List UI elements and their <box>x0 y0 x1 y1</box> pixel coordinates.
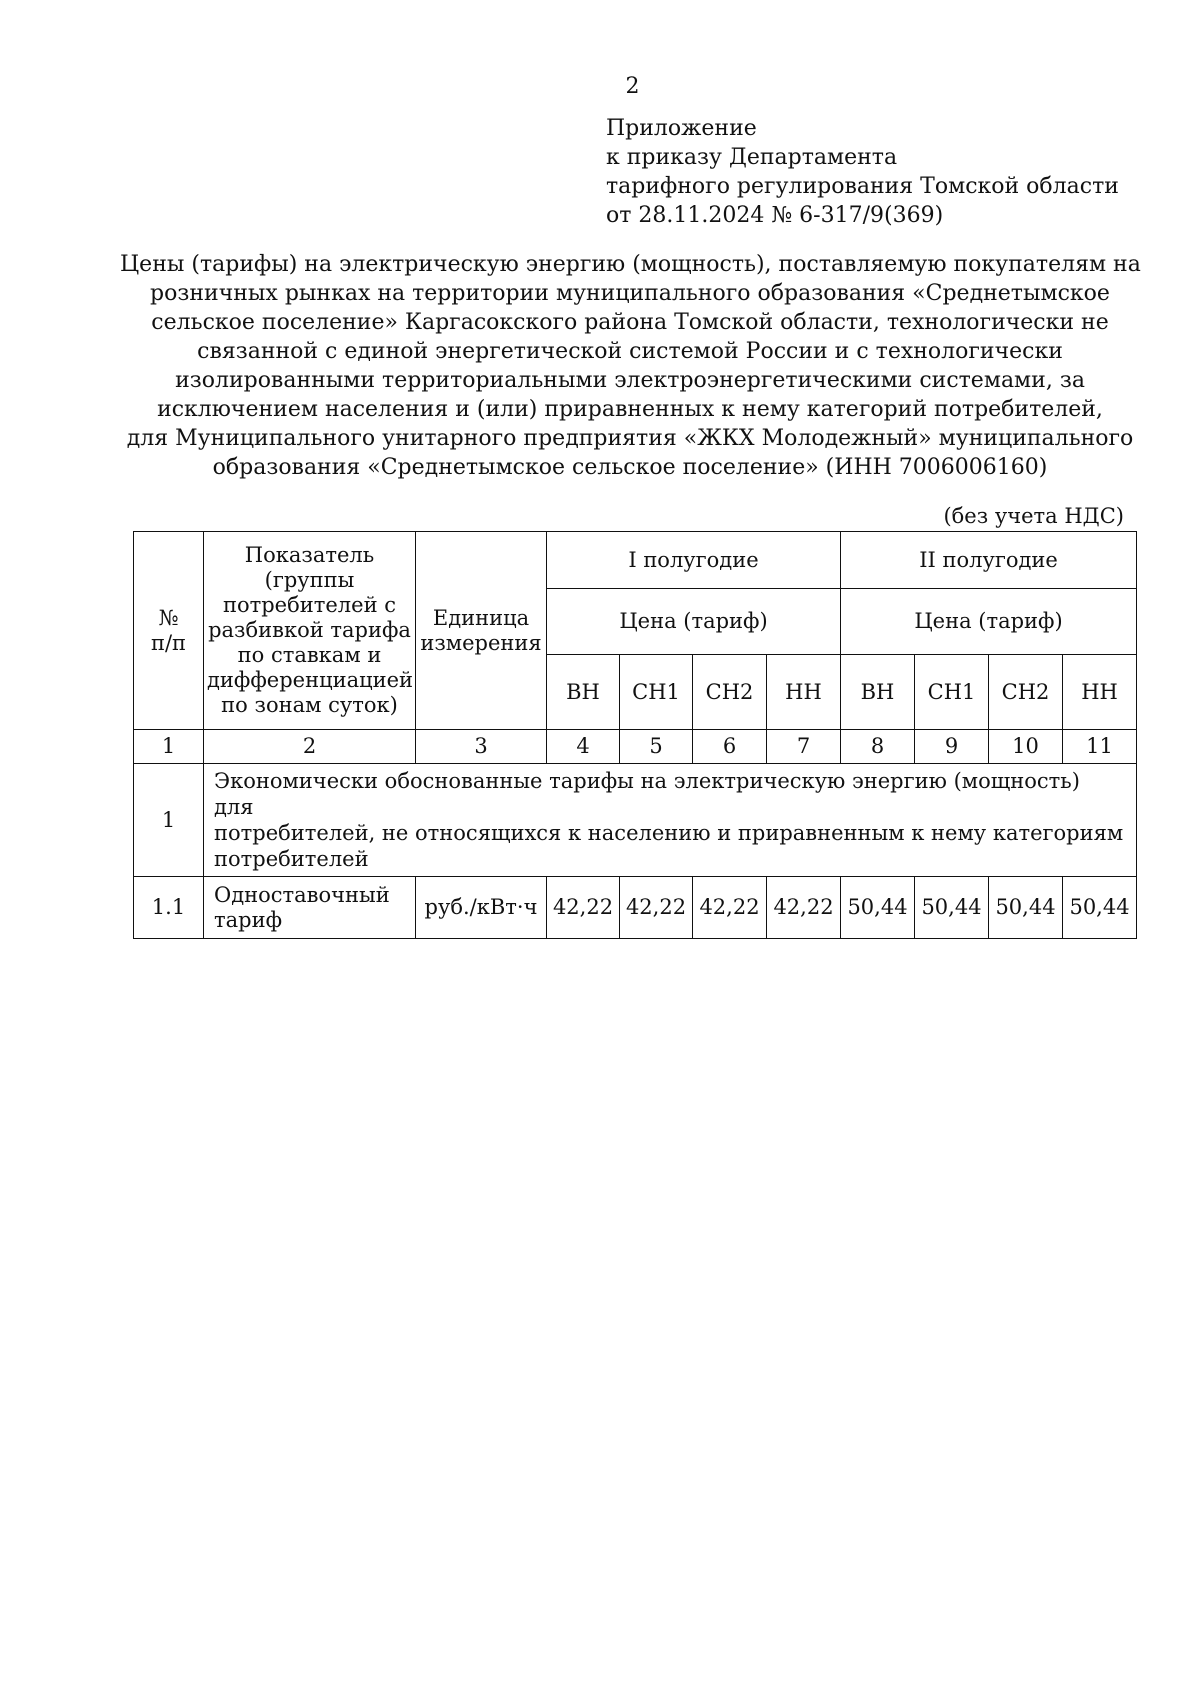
column-number: 5 <box>620 730 693 764</box>
appendix-line: к приказу Департамента <box>606 145 898 170</box>
title-line: изолированными территориальными электроэнергетическими системами, за <box>175 368 1085 393</box>
value-cell: 50,44 <box>915 877 989 939</box>
header-level-nn: НН <box>767 655 841 730</box>
category-no: 1 <box>134 764 204 877</box>
title-line: для Муниципального унитарного предприятия «ЖКХ Молодежный» муниципального <box>126 426 1134 451</box>
category-line: потребителей, не относящихся к населению и приравненным к нему категориям <box>214 821 1124 845</box>
value-cell: 42,22 <box>767 877 841 939</box>
header-indicator-line: (группы <box>264 568 355 592</box>
column-number: 9 <box>915 730 989 764</box>
appendix-line: от 28.11.2024 № 6-317/9(369) <box>606 203 944 228</box>
header-level-nn: НН <box>1063 655 1137 730</box>
column-number: 10 <box>989 730 1063 764</box>
document-title <box>120 250 1140 482</box>
header-half2: II полугодие <box>841 532 1137 589</box>
title-line: розничных рынках на территории муниципального образования «Среднетымское <box>150 281 1110 306</box>
header-indicator <box>204 532 416 730</box>
header-unit-line: измерения <box>420 630 542 655</box>
header-indicator-line: по ставкам и <box>237 643 382 667</box>
title-line: исключением населения и (или) приравненных к нему категорий потребителей, <box>157 397 1103 422</box>
header-no <box>134 532 204 730</box>
tariff-table <box>133 531 1137 939</box>
value-cell: 50,44 <box>841 877 915 939</box>
row-name-line: Одноставочный <box>214 882 390 907</box>
title-line: Цены (тарифы) на электрическую энергию (мощность), поставляемую покупателям на <box>120 252 1141 277</box>
value-cell: 50,44 <box>989 877 1063 939</box>
header-indicator-line: по зонам суток) <box>221 693 398 717</box>
category-line: потребителей <box>214 847 369 871</box>
header-level-sn1: СН1 <box>620 655 693 730</box>
row-no: 1.1 <box>134 877 204 939</box>
appendix-line: Приложение <box>606 116 757 141</box>
category-title <box>204 764 1137 877</box>
column-number: 3 <box>416 730 547 764</box>
title-line: образования «Среднетымское сельское поселение» (ИНН 7006006160) <box>212 455 1048 480</box>
header-level-sn2: СН2 <box>693 655 767 730</box>
page-number: 2 <box>625 74 640 99</box>
header-half1: I полугодие <box>547 532 841 589</box>
value-cell: 42,22 <box>547 877 620 939</box>
title-line: связанной с единой энергетической системой России и с технологически <box>197 339 1063 364</box>
header-no-line: № <box>158 605 179 630</box>
value-cell: 42,22 <box>693 877 767 939</box>
value-cell: 50,44 <box>1063 877 1137 939</box>
column-number: 7 <box>767 730 841 764</box>
row-unit: руб./кВт·ч <box>416 877 547 939</box>
header-level-vn: ВН <box>547 655 620 730</box>
header-level-vn: ВН <box>841 655 915 730</box>
column-number: 4 <box>547 730 620 764</box>
column-number: 2 <box>204 730 416 764</box>
column-number: 11 <box>1063 730 1137 764</box>
table-row <box>134 877 1137 939</box>
header-indicator-line: Показатель <box>244 543 375 567</box>
header-level-sn2: СН2 <box>989 655 1063 730</box>
header-indicator-line: разбивкой тарифа <box>208 618 411 642</box>
category-line: Экономически обоснованные тарифы на электрическую энергию (мощность) для <box>214 769 1080 819</box>
header-price-half1: Цена (тариф) <box>547 589 841 655</box>
column-number: 1 <box>134 730 204 764</box>
appendix-block <box>606 114 1119 230</box>
row-name-line: тариф <box>214 907 283 932</box>
header-unit <box>416 532 547 730</box>
vat-note: (без учета НДС) <box>943 504 1124 528</box>
header-indicator-line: потребителей с <box>222 593 396 617</box>
header-no-line: п/п <box>150 630 187 655</box>
title-line: сельское поселение» Каргасокского района Томской области, технологически не <box>151 310 1109 335</box>
value-cell: 42,22 <box>620 877 693 939</box>
header-indicator-line: дифференциацией <box>207 668 414 692</box>
column-number: 6 <box>693 730 767 764</box>
column-number: 8 <box>841 730 915 764</box>
row-name <box>204 877 416 939</box>
header-price-half2: Цена (тариф) <box>841 589 1137 655</box>
appendix-line: тарифного регулирования Томской области <box>606 174 1119 199</box>
header-level-sn1: СН1 <box>915 655 989 730</box>
header-unit-line: Единица <box>432 605 530 630</box>
